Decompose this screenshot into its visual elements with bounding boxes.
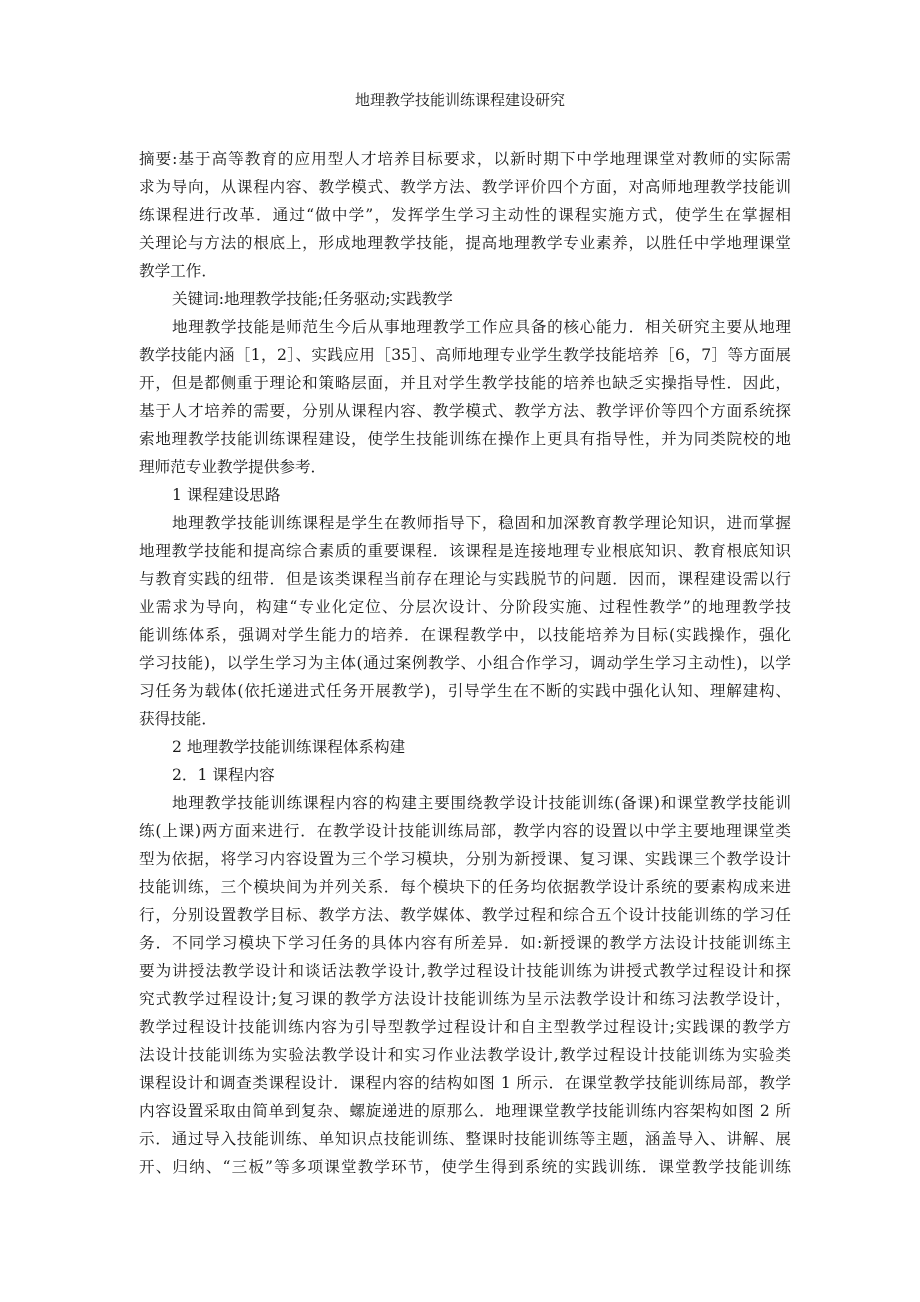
text-line: 关理论与方法的根底上，形成地理教学技能，提高地理教学专业素养，以胜任中学地理课堂 — [139, 234, 791, 252]
text-line: 2．1 课程内容 — [172, 766, 275, 784]
text-line: 理师范专业教学提供参考． — [139, 458, 327, 476]
text-line: 地理教学技能是师范生今后从事地理教学工作应具备的核心能力．相关研究主要从地理 — [172, 318, 791, 336]
text-line: 地理教学技能和提高综合素质的重要课程．该课程是连接地理专业根底知识、教育根底知识 — [139, 542, 791, 560]
text-line: 业需求为导向，构建“专业化定位、分层次设计、分阶段实施、过程性教学”的地理教学技 — [139, 598, 791, 616]
text-line: 1 课程建设思路 — [172, 486, 281, 504]
text-line: 示．通过导入技能训练、单知识点技能训练、整课时技能训练等主题，涵盖导入、讲解、展 — [139, 1130, 791, 1148]
text-line: 开、归纳、“三板”等多项课堂教学环节，使学生得到系统的实践训练．课堂教学技能训练 — [139, 1158, 791, 1176]
text-line: 课程设计和调查类课程设计．课程内容的结构如图 1 所示．在课堂教学技能训练局部，教学 — [139, 1074, 791, 1092]
text-line: 型为依据，将学习内容设置为三个学习模块，分别为新授课、复习课、实践课三个教学设计 — [139, 850, 791, 868]
text-line: 与教育实践的纽带．但是该类课程当前存在理论与实践脱节的问题．因而，课程建设需以行 — [139, 570, 791, 588]
text-line: 地理教学技能训练课程是学生在教师指导下，稳固和加深教育教学理论知识，进而掌握 — [172, 514, 791, 532]
text-line: 基于人才培养的需要，分别从课程内容、教学模式、教学方法、教学评价等四个方面系统探 — [139, 402, 791, 420]
document-body — [139, 145, 791, 1181]
text-line: 地理教学技能训练课程内容的构建主要围绕教学设计技能训练(备课)和课堂教学技能训 — [172, 794, 791, 812]
text-line: 习任务为载体(依托递进式任务开展教学)，引导学生在不断的实践中强化认知、理解建构、 — [139, 682, 791, 700]
text-line: 教学技能内涵［1，2］、实践应用［35］、高师地理专业学生教学技能培养［6，7］等方面展 — [139, 346, 791, 364]
paragraph — [139, 761, 791, 789]
text-line: 2 地理教学技能训练课程体系构建 — [172, 738, 406, 756]
document-title: 地理教学技能训练课程建设研究 — [354, 91, 565, 109]
text-line: 要为讲授法教学设计和谈话法教学设计,教学过程设计技能训练为讲授式教学过程设计和探 — [139, 962, 791, 980]
text-line: 能训练体系，强调对学生能力的培养．在课程教学中，以技能培养为目标(实践操作，强化 — [139, 626, 791, 644]
text-line: 务．不同学习模块下学习任务的具体内容有所差异．如:新授课的教学方法设计技能训练主 — [139, 934, 791, 952]
text-line: 技能训练，三个模块间为并列关系．每个模块下的任务均依据教学设计系统的要素构成来进 — [139, 878, 791, 896]
paragraph — [139, 789, 791, 1181]
text-line: 求为导向，从课程内容、教学模式、教学方法、教学评价四个方面，对高师地理教学技能训 — [139, 178, 791, 196]
text-line: 获得技能． — [139, 710, 217, 728]
paragraph — [139, 509, 791, 733]
text-line: 学习技能)，以学生学习为主体(通过案例教学、小组合作学习，调动学生学习主动性)，以学 — [139, 654, 791, 672]
text-line: 究式教学过程设计;复习课的教学方法设计技能训练为呈示法教学设计和练习法教学设计， — [139, 990, 791, 1008]
text-line: 练课程进行改革．通过“做中学”，发挥学生学习主动性的课程实施方式，使学生在掌握相 — [139, 206, 791, 224]
text-line: 摘要:基于高等教育的应用型人才培养目标要求，以新时期下中学地理课堂对教师的实际需 — [139, 150, 791, 168]
text-line: 法设计技能训练为实验法教学设计和实习作业法教学设计,教学过程设计技能训练为实验类 — [139, 1046, 791, 1064]
text-line: 练(上课)两方面来进行．在教学设计技能训练局部，教学内容的设置以中学主要地理课堂类 — [139, 822, 791, 840]
paragraph — [139, 285, 791, 313]
text-line: 教学过程设计技能训练内容为引导型教学过程设计和自主型教学过程设计;实践课的教学方 — [139, 1018, 791, 1036]
text-line: 内容设置采取由简单到复杂、螺旋递进的原那么．地理课堂教学技能训练内容架构如图 2 所 — [139, 1102, 791, 1120]
text-line: 行，分别设置教学目标、教学方法、教学媒体、教学过程和综合五个设计技能训练的学习任 — [139, 906, 791, 924]
text-line: 索地理教学技能训练课程建设，使学生技能训练在操作上更具有指导性，并为同类院校的地 — [139, 430, 791, 448]
text-line: 教学工作． — [139, 262, 217, 280]
paragraph — [139, 313, 791, 481]
paragraph — [139, 733, 791, 761]
paragraph — [139, 145, 791, 285]
text-line: 开，但是都侧重于理论和策略层面，并且对学生教学技能的培养也缺乏实操指导性．因此， — [139, 374, 791, 392]
paragraph — [139, 481, 791, 509]
text-line: 关键词:地理教学技能;任务驱动;实践教学 — [172, 290, 453, 308]
